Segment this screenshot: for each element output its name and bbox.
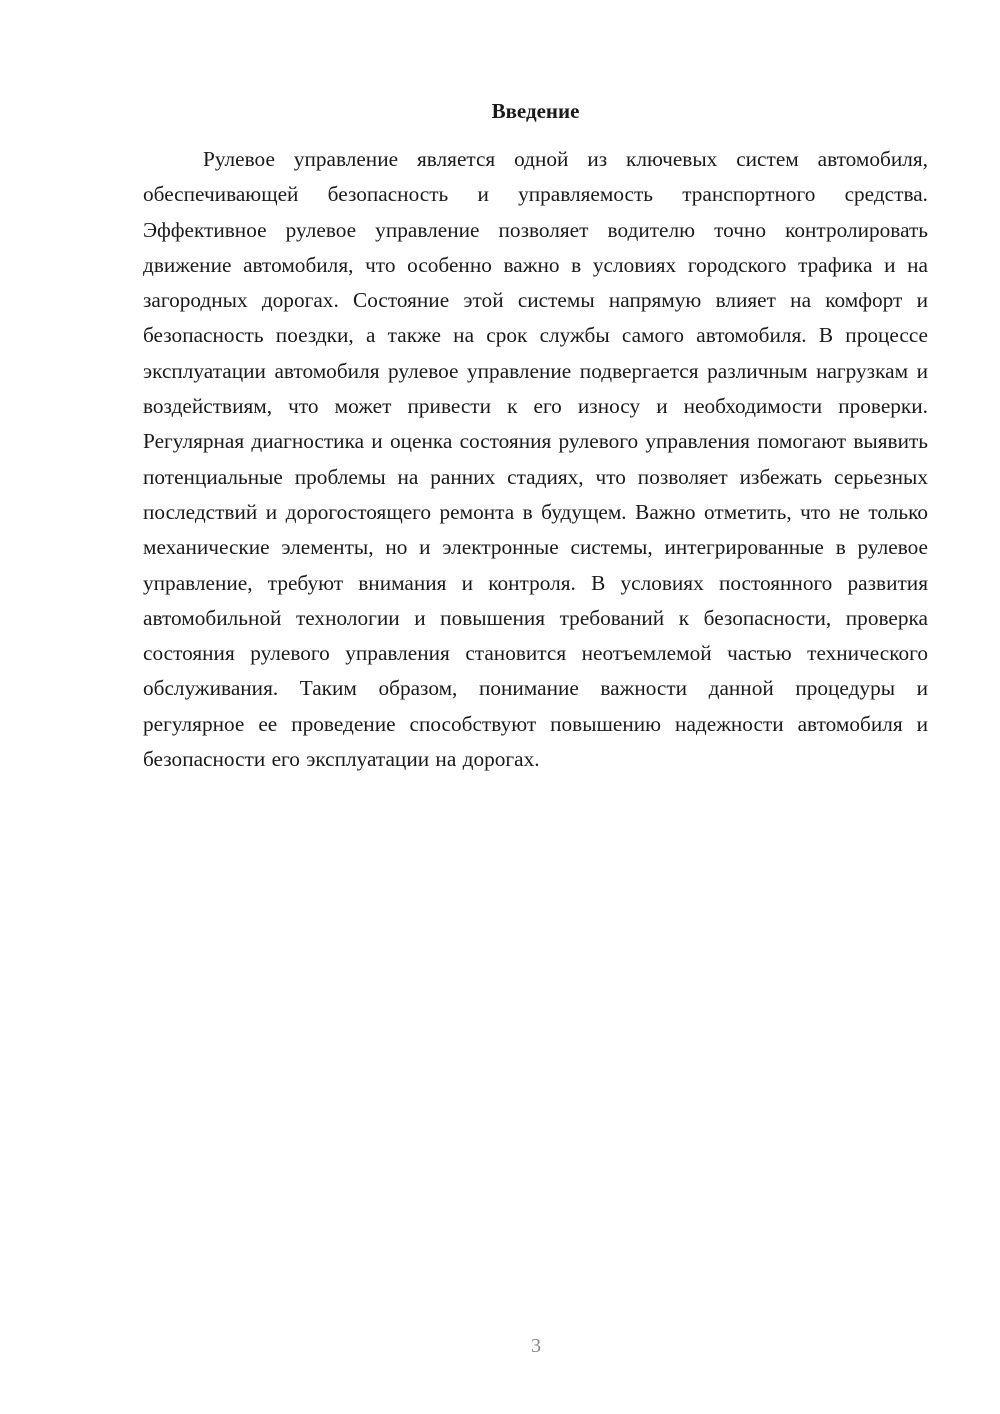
section-heading: Введение [491, 99, 580, 123]
page-number: 3 [531, 1335, 541, 1357]
body-paragraph: Рулевое управление является одной из ключевых систем автомобиля, обеспечивающей безопасность и управляемость транспортного средства. Эффективное рулевое управление позволяет водителю точно контролировать движение автомобиля, что особенно важно в условиях городского трафика и на загородных дорогах. Состояние этой системы напрямую влияет на комфорт и безопасность поездки, а также на срок службы самого автомобиля. В процессе эксплуатации автомобиля рулевое управление подвергается различным нагрузкам и воздействиям, что может привести к его износу и необходимости проверки. Регулярная диагностика и оценка состояния рулевого управления помогают выявить потенциальные проблемы на ранних стадиях, что позволяет избежать серьезных последствий и дорогостоящего ремонта в будущем. Важно отметить, что не только механические элементы, но и электронные системы, интегрированные в рулевое управление, требуют внимания и контроля. В условиях постоянного развития автомобильной технологии и повышения требований к безопасности, проверка состояния рулевого управления становится неотъемлемой частью технического обслуживания. Таким образом, понимание важности данной процедуры и регулярное ее проведение способствуют повышению надежности автомобиля и безопасности его эксплуатации на дорогах. [143, 147, 928, 772]
